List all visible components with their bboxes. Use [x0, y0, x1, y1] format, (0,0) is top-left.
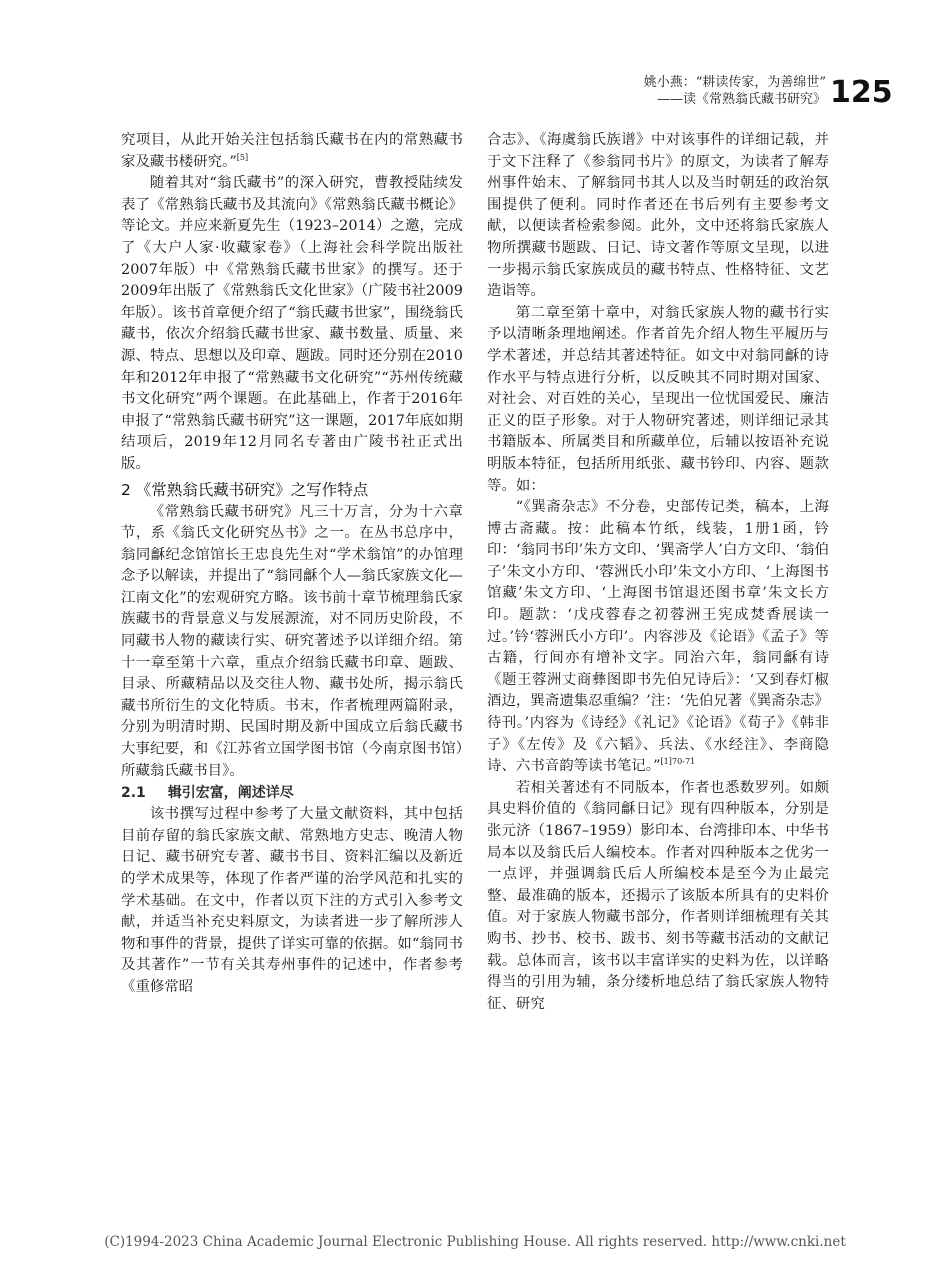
paragraph-text: 究项目，从此开始关注包括翁氏藏书在内的常熟藏书家及藏书楼研究。”: [121, 132, 463, 170]
running-header: [644, 74, 826, 108]
quote-text: “《巽斋杂志》不分卷，史部传记类，稿本，上海博古斋藏。按：此稿本竹纸，线装，1册1函，钤印：‘翁同书印’朱方文印、‘巽斋学人’白方文印、‘翁伯子’朱文小方印、‘蓉洲氏小印’朱文小方印、‘上海图书馆藏’朱文方印、‘上海图书馆退还图书章’朱文长方印。题款：‘戊戌蓉春之初蓉洲王宪成焚香展读一过。’钤‘蓉洲氏小方印’。内容涉及《论语》《孟子》等古籍，行间亦有增补文字。同治六年，翁同龢有诗《题王蓉洲丈商彝图即书先伯兄诗后》：‘又到春灯椒酒边，巽斋遗集忍重编？’注：‘先伯兄著《巽斋杂志》待刊。’内容为《诗经》《礼记》《论语》《荀子》《韩非子》《左传》及《六韬》、兵法、《水经注》、李商隐诗、六书音韵等读书笔记。”: [487, 499, 829, 775]
copyright-footer: (C)1994-2023 China Academic Journal Electronic Publishing House. All rights reserved. http://www.cnki.net: [104, 1234, 846, 1250]
left-column: [121, 130, 463, 999]
section-heading: 2 《常熟翁氏藏书研究》之写作特点: [121, 480, 369, 499]
paragraph: 若相关著述有不同版本，作者也悉数罗列。如颇具史料价值的《翁同龢日记》现有四种版本，分别是张元济（1867–1959）影印本、台湾排印本、中华书局本以及翁氏后人编校本。作者对四种版本之优劣一一点评，并强调翁氏后人所编校本是至今为止最完整、最准确的版本，还揭示了该版本所具有的史料价值。对于家族人物藏书部分，作者则详细梳理有关其购书、抄书、校书、跋书、刻书等藏书活动的文献记载。总体而言，该书以丰富详实的史料为佐，以详略得当的引用为辅，条分缕析地总结了翁氏家族人物特征、研究: [487, 779, 829, 1012]
paragraph: 该书撰写过程中参考了大量文献资料，其中包括目前存留的翁氏家族文献、常熟地方史志、晚清人物日记、藏书研究专著、藏书书目、资料汇编以及新近的学术成果等，体现了作者严谨的治学风范和扎实的学术基础。在文中，作者以页下注的方式引入参考文献，并适当补充史料原文，为读者进一步了解所涉人物和事件的背景，提供了详实可靠的依据。如“翁同书及其著作”一节有关其寿州事件的记述中，作者参考《重修常昭: [121, 806, 463, 995]
right-column: [487, 130, 829, 1015]
header-article-subtitle: ——读《常熟翁氏藏书研究》: [656, 92, 826, 107]
paragraph: 合志》、《海虞翁氏族谱》中对该事件的详细记载，并于文下注释了《参翁同书片》的原文，为读者了解寿州事件始末、了解翁同书其人以及当时朝廷的政治氛围提供了便利。同时作者还在书后列有主要参考文献，以便读者检索参阅。此外，文中还将翁氏家族人物所撰藏书题跋、日记、诗文著作等原文呈现，以进一步揭示翁氏家族成员的藏书特点、性格特征、文艺造诣等。: [487, 132, 829, 300]
page-number: 125: [830, 75, 893, 110]
citation-ref: [1]70-71: [660, 757, 696, 767]
paragraph: 第二章至第十章中，对翁氏家族人物的藏书行实予以清晰条理地阐述。作者首先介绍人物生平履历与学术著述，并总结其著述特征。如文中对翁同龢的诗作水平与特点进行分析，以反映其不同时期对国家、对社会、对百姓的关心，呈现出一位忧国爱民、廉洁正义的臣子形象。对于人物研究著述，则详细记录其书籍版本、所属类目和所藏单位，后辅以按语补充说明版本特征，包括所用纸张、藏书钤印、内容、题款等。如：: [487, 304, 829, 494]
subsection-number: 2.1: [121, 785, 146, 802]
subsection-heading: [121, 782, 463, 804]
block-quote: [487, 497, 829, 778]
citation-ref: [5]: [236, 152, 249, 162]
subsection-title-text: 辑引宏富，阐述详尽: [167, 785, 294, 802]
paragraph: 随着其对“翁氏藏书”的深入研究，曹教授陆续发表了《常熟翁氏藏书及其流向》《常熟翁氏藏书概论》等论文。并应来新夏先生（1923–2014）之邀，完成了《大户人家·收藏家卷》（上海社会科学院出版社2007年版）中《常熟翁氏藏书世家》的撰写。还于2009年出版了《常熟翁氏文化世家》（广陵书社2009年版）。该书首章便介绍了“翁氏藏书世家”，围绕翁氏藏书，依次介绍翁氏藏书世家、藏书数量、质量、来源、特点、思想以及印章、题跋。同时还分别在2010年和2012年申报了“常熟藏书文化研究”“苏州传统藏书文化研究”两个课题。在此基础上，作者于2016年申报了“常熟翁氏藏书研究”这一课题，2017年底如期结项后，2019年12月同名专著由广陵书社正式出版。: [121, 175, 463, 472]
paragraph: 《常熟翁氏藏书研究》凡三十万言，分为十六章节，系《翁氏文化研究丛书》之一。在丛书总序中，翁同龢纪念馆馆长王忠良先生对“学术翁馆”的办馆理念予以解读，并提出了“翁同龢个人—翁氏家族文化—江南文化”的宏观研究方略。该书前十章节梳理翁氏家族藏书的背景意义与发展源流，对不同历史阶段，不同藏书人物的藏读行实、研究著述予以详细介绍。第十一章至第十六章，重点介绍翁氏藏书印章、题跋、目录、所藏精品以及交往人物、藏书处所，揭示翁氏藏书所衍生的文化特质。书末，作者梳理两篇附录，分别为明清时期、民国时期及新中国成立后翁氏藏书大事纪要，和《江苏省立国学图书馆（今南京图书馆）所藏翁氏藏书目》。: [121, 503, 463, 779]
header-article-title: 姚小燕：“耕读传家，为善绵世”: [643, 75, 826, 90]
paragraph: [121, 130, 463, 173]
